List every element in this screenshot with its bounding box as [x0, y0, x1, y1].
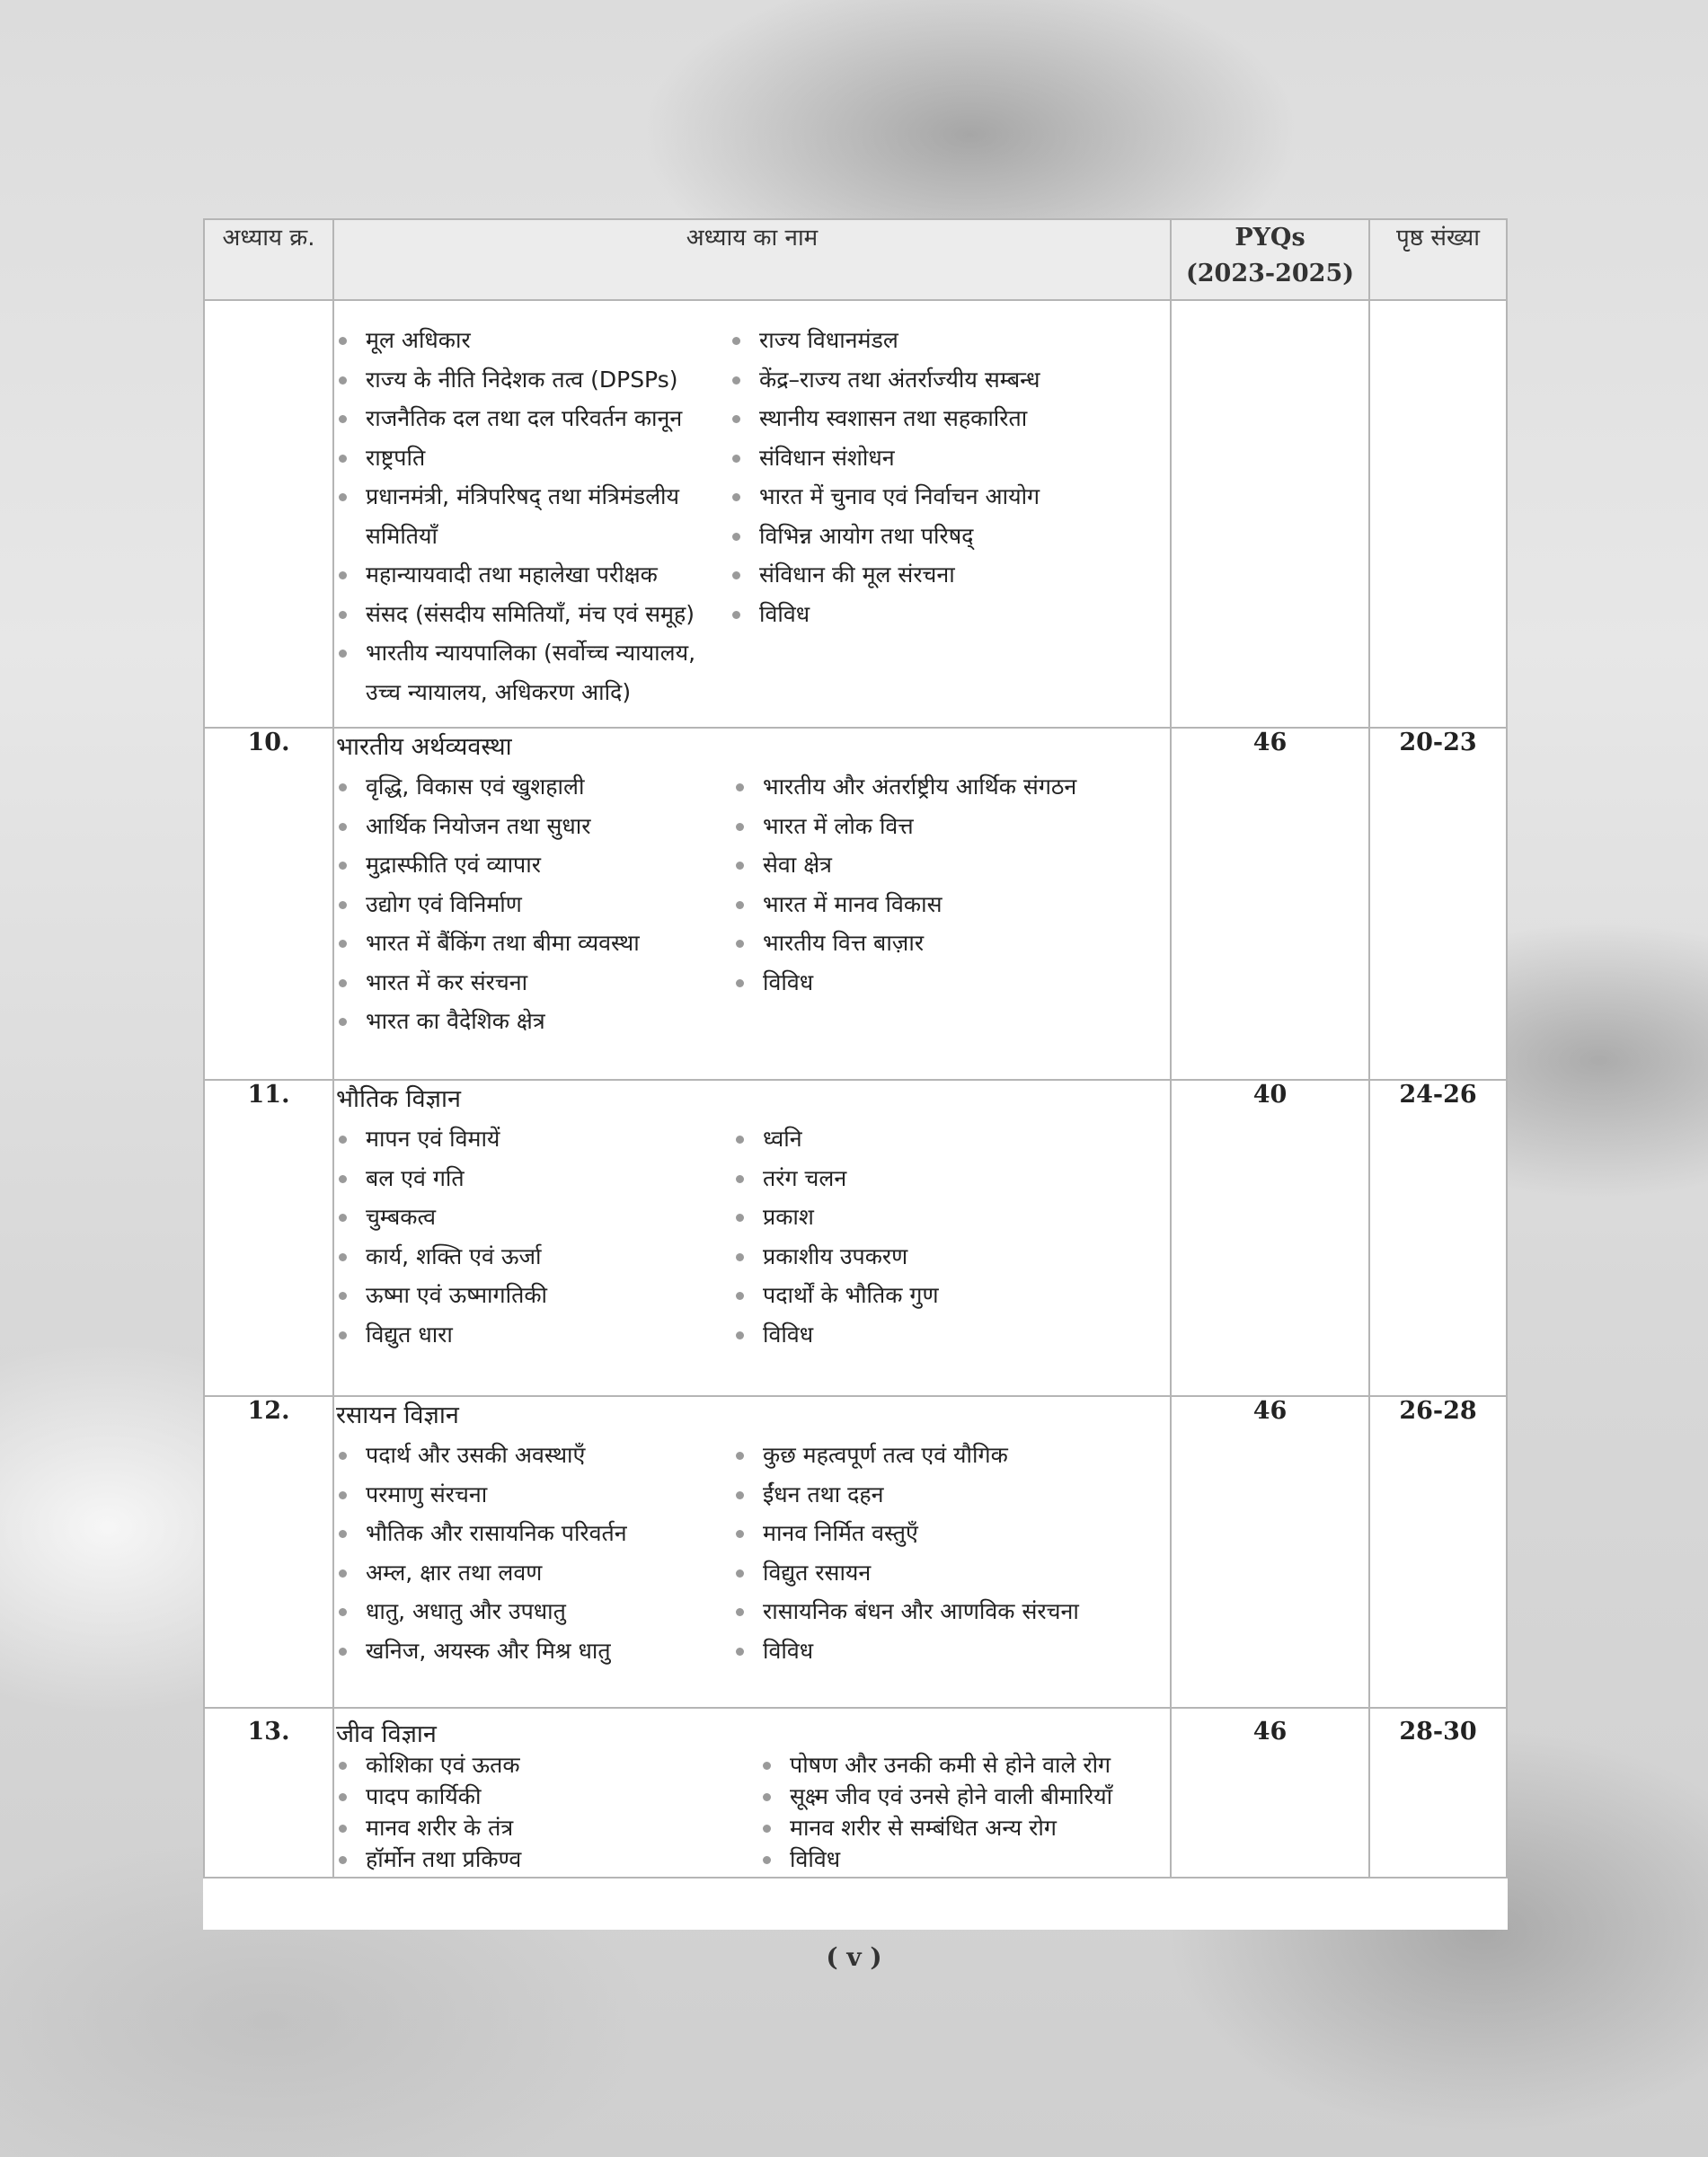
chapter-content [333, 1396, 1171, 1708]
chapter-title: भौतिक विज्ञान [336, 1085, 461, 1113]
pyq-count: 40 [1171, 1080, 1369, 1396]
topic-list-right [731, 1119, 1145, 1354]
pyq-count [1171, 300, 1369, 728]
topic-item: चुम्बकत्व [334, 1198, 731, 1237]
chapter-content [333, 1080, 1171, 1396]
topic-item: महान्यायवादी तथा महालेखा परीक्षक [334, 555, 728, 595]
topic-item: भारतीय वित्त बाज़ार [731, 924, 1145, 963]
topic-item: विविध [731, 963, 1145, 1003]
topic-item: प्रकाश [731, 1198, 1145, 1237]
topic-item: स्थानीय स्वशासन तथा सहकारिता [728, 399, 1141, 438]
topic-item: केंद्र–राज्य तथा अंतर्राज्यीय सम्बन्ध [728, 360, 1141, 400]
topic-item: मानव शरीर के तंत्र [334, 1812, 758, 1843]
table-row [204, 1396, 1507, 1708]
topic-item: विविध [731, 1631, 1145, 1671]
topic-item: संसद (संसदीय समितियाँ, मंच एवं समूह) [334, 595, 728, 634]
chapter-number: 10. [204, 728, 333, 1080]
topic-item: कार्य, शक्ति एवं ऊर्जा [334, 1237, 731, 1277]
topic-item: पादप कार्यिकी [334, 1781, 758, 1812]
topic-item: राज्य विधानमंडल [728, 321, 1141, 360]
topic-item: प्रकाशीय उपकरण [731, 1237, 1145, 1277]
topic-item: राज्य के नीति निदेशक तत्व (DPSPs) [334, 360, 728, 400]
topic-item: मापन एवं विमायें [334, 1119, 731, 1159]
pyq-count: 46 [1171, 1396, 1369, 1708]
page-number-footer: ( v ) [826, 1942, 882, 1972]
topic-list-left [334, 1749, 758, 1875]
topic-item: भारत में कर संरचना [334, 963, 731, 1003]
topic-item: राजनैतिक दल तथा दल परिवर्तन कानून [334, 399, 728, 438]
topic-item: राष्ट्रपति [334, 438, 728, 478]
header-pyqs [1171, 219, 1369, 300]
topic-item: सेवा क्षेत्र [731, 845, 1145, 885]
chapter-content [333, 1708, 1171, 1878]
topic-list-left [334, 1436, 731, 1670]
topic-item: पदार्थ और उसकी अवस्थाएँ [334, 1436, 731, 1475]
topic-item: विविध [728, 595, 1141, 634]
topic-item: पोषण और उनकी कमी से होने वाले रोग [758, 1749, 1154, 1781]
pyq-count: 46 [1171, 1708, 1369, 1878]
table-row [204, 728, 1507, 1080]
topic-item: भारतीय न्यायपालिका (सर्वोच्च न्यायालय, उच्च न्यायालय, अधिकरण आदि) [334, 633, 728, 712]
chapter-content [333, 300, 1171, 728]
topic-item: ईंधन तथा दहन [731, 1475, 1145, 1515]
page-range: 26-28 [1369, 1396, 1507, 1708]
topic-item: धातु, अधातु और उपधातु [334, 1592, 731, 1631]
topic-item: मानव निर्मित वस्तुएँ [731, 1514, 1145, 1553]
topic-item: भारत में लोक वित्त [731, 807, 1145, 846]
topic-item: विविध [731, 1315, 1145, 1355]
chapter-title: रसायन विज्ञान [336, 1401, 459, 1429]
table-row [204, 1080, 1507, 1396]
chapter-number: 11. [204, 1080, 333, 1396]
header-chapter-number: अध्याय क्र. [204, 219, 333, 300]
table-header-row [204, 219, 1507, 300]
table-body [204, 300, 1507, 1878]
topic-item: सूक्ष्म जीव एवं उनसे होने वाली बीमारियाँ [758, 1781, 1154, 1812]
topic-item: अम्ल, क्षार तथा लवण [334, 1553, 731, 1593]
topic-item: हॉर्मोन तथा प्रकिण्व [334, 1843, 758, 1875]
topic-item: पदार्थों के भौतिक गुण [731, 1276, 1145, 1315]
topic-item: भारतीय और अंतर्राष्ट्रीय आर्थिक संगठन [731, 767, 1145, 807]
topic-item: भौतिक और रासायनिक परिवर्तन [334, 1514, 731, 1553]
topic-item: ऊष्मा एवं ऊष्मागतिकी [334, 1276, 731, 1315]
topic-item: आर्थिक नियोजन तथा सुधार [334, 807, 731, 846]
topic-item: भारत में मानव विकास [731, 885, 1145, 924]
topic-item: वृद्धि, विकास एवं खुशहाली [334, 767, 731, 807]
chapter-content [333, 728, 1171, 1080]
topic-item: तरंग चलन [731, 1159, 1145, 1198]
topic-list-right [728, 321, 1141, 712]
topic-item: भारत में बैंकिंग तथा बीमा व्यवस्था [334, 924, 731, 963]
table-row [204, 300, 1507, 728]
topic-item: बल एवं गति [334, 1159, 731, 1198]
topic-item: परमाणु संरचना [334, 1475, 731, 1515]
header-pyqs-label: PYQs [1235, 224, 1305, 252]
topic-list-right [731, 1436, 1145, 1670]
topic-item: विद्युत रसायन [731, 1553, 1145, 1593]
header-chapter-name: अध्याय का नाम [333, 219, 1171, 300]
topic-list-left [334, 767, 731, 1041]
chapter-number: 13. [204, 1708, 333, 1878]
topic-list-left [334, 321, 728, 712]
topic-list-right [758, 1749, 1154, 1875]
chapter-title: भारतीय अर्थव्यवस्था [336, 733, 512, 761]
topic-item: मूल अधिकार [334, 321, 728, 360]
topic-item: खनिज, अयस्क और मिश्र धातु [334, 1631, 731, 1671]
header-pyqs-years: (2023-2025) [1185, 260, 1355, 287]
page-range [1369, 300, 1507, 728]
topic-item: ध्वनि [731, 1119, 1145, 1159]
topic-list-right [731, 767, 1145, 1041]
topic-item: प्रधानमंत्री, मंत्रिपरिषद् तथा मंत्रिमंडलीय समितियाँ [334, 477, 728, 555]
topic-list-left [334, 1119, 731, 1354]
page-sheet [203, 218, 1508, 1930]
topic-item: रासायनिक बंधन और आणविक संरचना [731, 1592, 1145, 1631]
topic-item: विद्युत धारा [334, 1315, 731, 1355]
page-range: 28-30 [1369, 1708, 1507, 1878]
topic-item: संविधान संशोधन [728, 438, 1141, 478]
topic-item: कुछ महत्वपूर्ण तत्व एवं यौगिक [731, 1436, 1145, 1475]
topic-item: संविधान की मूल संरचना [728, 555, 1141, 595]
chapter-title: जीव विज्ञान [336, 1720, 437, 1748]
header-page-number: पृष्ठ संख्या [1369, 219, 1507, 300]
topic-item: उद्योग एवं विनिर्माण [334, 885, 731, 924]
page-range: 20-23 [1369, 728, 1507, 1080]
pyq-count: 46 [1171, 728, 1369, 1080]
topic-item: विविध [758, 1843, 1154, 1875]
table-row [204, 1708, 1507, 1878]
topic-item: भारत का वैदेशिक क्षेत्र [334, 1002, 731, 1041]
topic-item: मुद्रास्फीति एवं व्यापार [334, 845, 731, 885]
topic-item: मानव शरीर से सम्बंधित अन्य रोग [758, 1812, 1154, 1843]
chapter-number: 12. [204, 1396, 333, 1708]
topic-item: कोशिका एवं ऊतक [334, 1749, 758, 1781]
page-range: 24-26 [1369, 1080, 1507, 1396]
contents-table [203, 218, 1508, 1879]
topic-item: भारत में चुनाव एवं निर्वाचन आयोग [728, 477, 1141, 517]
topic-item: विभिन्न आयोग तथा परिषद् [728, 517, 1141, 556]
chapter-number [204, 300, 333, 728]
